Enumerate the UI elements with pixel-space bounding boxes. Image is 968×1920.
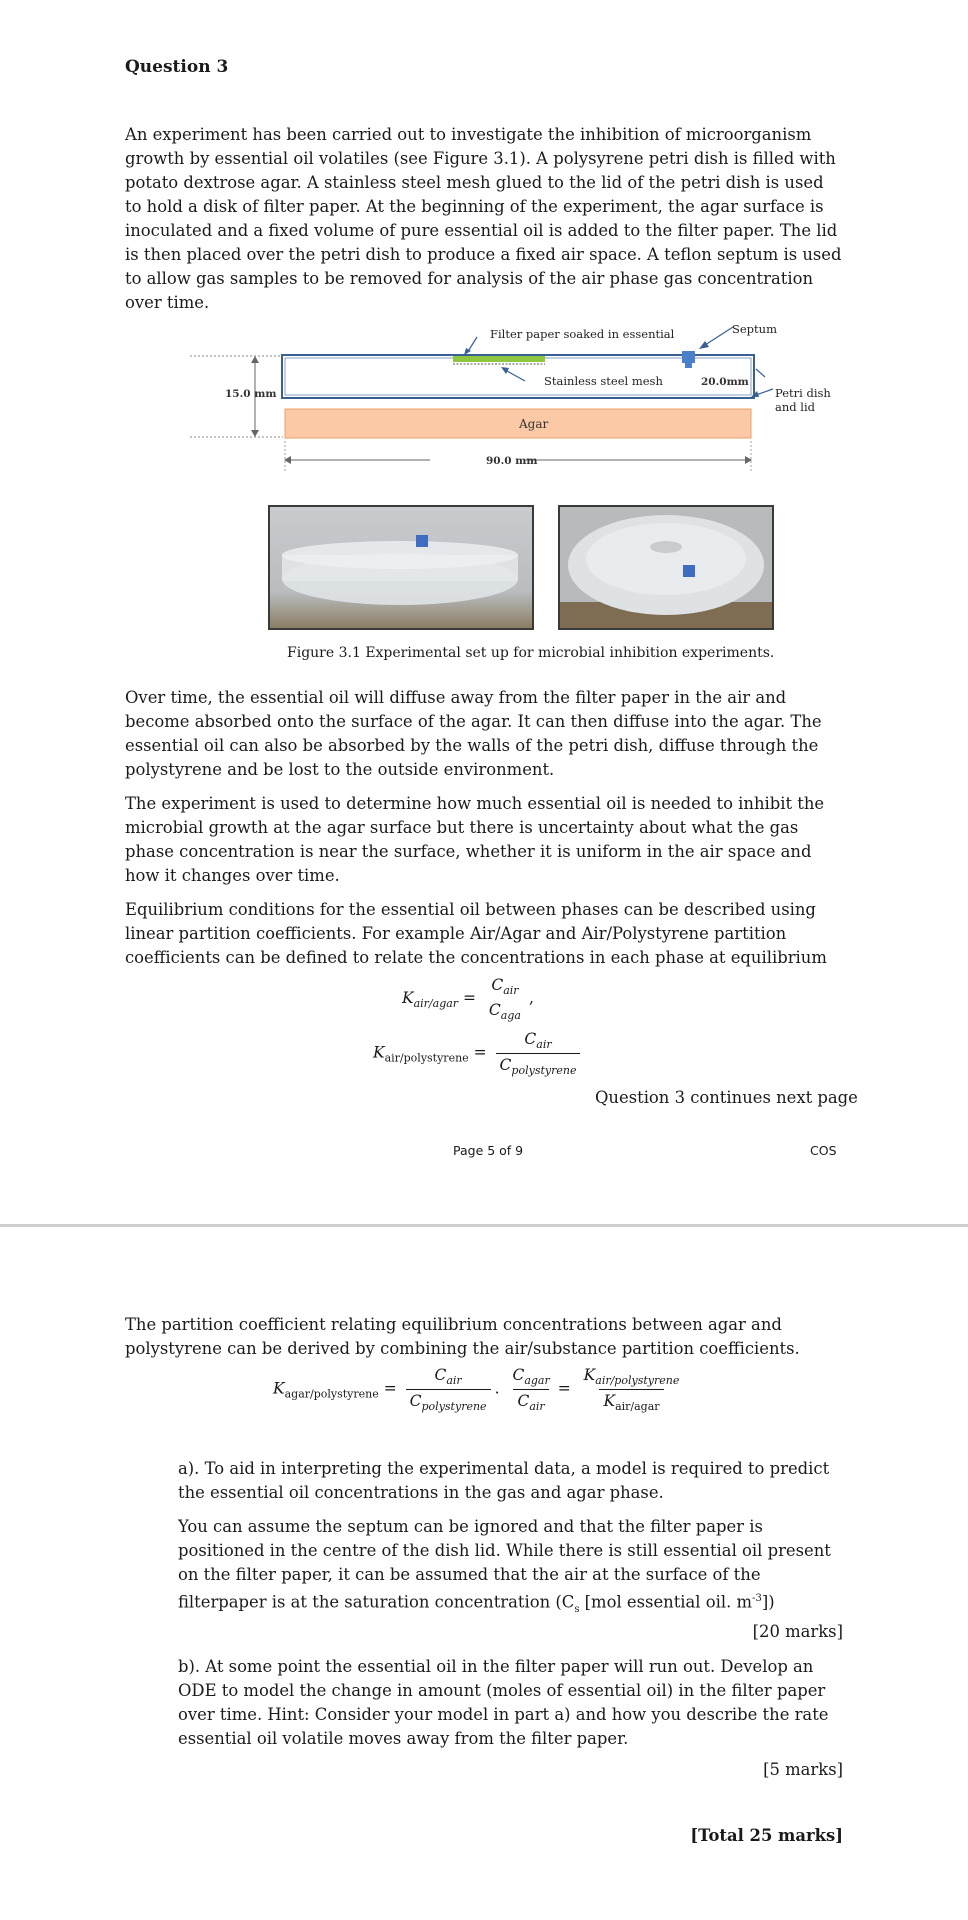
mesh-leader [507, 371, 525, 381]
height-arrow-down [251, 430, 259, 437]
air-height-label: 20.0mm [701, 376, 749, 388]
diffusion-paragraph: Over time, the essential oil will diffuse away from the filter paper in the air and become absorbed onto the surface of the agar. It can then diffuse into the agar. The essential oil can also be absorbed by the walls of the petri dish, diffuse through the polystyrene and be lost to the outside environment. [125, 688, 822, 779]
part-b-question: b). At some point the essential oil in the filter paper will run out. Develop an ODE to model the change in amount (moles of essential oil) in the filter paper over time. Hint: Consider your model in part a) and how you describe the rate essential oil volatile moves away from the filter paper. [178, 1657, 829, 1748]
photo-top-view [558, 505, 774, 630]
petri-leader-lower [756, 389, 773, 395]
equation-air-polystyrene: $K_{air/polystyrene}$ = $\frac{C_{air}}{C_{polystyrene}}$ [373, 1030, 584, 1077]
question-title: Question 3 [125, 57, 229, 77]
agar-label: Agar [519, 417, 549, 431]
width-label: 90.0 mm [486, 455, 538, 467]
partition-paragraph: The partition coefficient relating equilibrium concentrations between agar and polystyrene can be derived by combining the air/substance partition coefficients. [125, 1315, 800, 1358]
marks-part-a: [20 marks] [752, 1622, 843, 1641]
mesh-label: Stainless steel mesh [544, 374, 663, 388]
footer-code: COS [810, 1143, 837, 1158]
filter-paper-label: Filter paper soaked in essential [490, 327, 675, 341]
equilibrium-paragraph: Equilibrium conditions for the essential oil between phases can be described using linear partition coefficients. For example Air/Agar and Air/Polystyrene partition coefficients can be defined to relate the concentrations in each phase at equilibrium [125, 900, 827, 967]
equation-agar-polystyrene: $K_{agar/polystyrene}$ = $\frac{C_{air}}{C_{polystyrene}}$ . $\frac{C_{agar}}{C_{air}}$ = $\frac{K_{air/polystyrene}}{K_{air/agar}}$ [273, 1366, 680, 1414]
experiment-paragraph: The experiment is used to determine how much essential oil is needed to inhibit the microbial growth at the agar surface but there is uncertainty about what the gas phase concentration is near the surface, whether it is uniform in the air space and how it changes over time. [125, 794, 825, 885]
petri-dish-label-1: Petri dish [775, 386, 831, 400]
page-number: Page 5 of 9 [453, 1143, 524, 1158]
septum [682, 351, 695, 363]
part-a-question: a). To aid in interpreting the experimental data, a model is required to predict the essential oil concentrations in the gas and agar phase. [178, 1459, 830, 1502]
intro-paragraph: An experiment has been carried out to investigate the inhibition of microorganism growth by essential oil volatiles (see Figure 3.1). A polysyrene petri dish is filled with potato dextrose agar. A stainless steel mesh glued to the lid of the petri dish is used to hold a disk of filter paper. At the beginning of the experiment, the agar surface is inoculated and a fixed volume of pure essential oil is added to the filter paper. The lid is then placed over the petri dish to produce a fixed air space. A teflon septum is used to allow gas samples to be removed for analysis of the air phase gas concentration over time. [125, 125, 842, 312]
petri-leader-upper [756, 369, 765, 377]
height-arrow-up [251, 356, 259, 363]
page-divider [0, 1224, 968, 1227]
petri-dish-diagram [185, 315, 831, 475]
figure-caption: Figure 3.1 Experimental set up for microbial inhibition experiments. [287, 645, 775, 661]
marks-part-b: [5 marks] [763, 1760, 843, 1779]
filter-paper [453, 356, 545, 362]
photo-side-view [268, 505, 534, 630]
septum-label: Septum [732, 322, 777, 336]
continues-note: Question 3 continues next page [595, 1088, 858, 1107]
photo-septum [416, 535, 428, 547]
septum-leader [705, 327, 733, 345]
height-label: 15.0 mm [225, 388, 277, 400]
petri-dish-label-2: and lid [775, 400, 815, 414]
part-a-assumptions: You can assume the septum can be ignored and that the filter paper is positioned in the centre of the dish lid. While there is still essential oil present on the filter paper, it can be assumed that the air at the surface of the filterpaper is at the saturation concentration ($C_s$ [mol essential oil. $m^{-3}$]) [178, 1517, 831, 1615]
agar-layer [285, 409, 751, 438]
total-marks: [Total 25 marks] [690, 1826, 843, 1845]
equation-air-agar: $K_{air/agar}$ = $C_{air}$ $C_{aga}$ , [402, 976, 534, 1023]
